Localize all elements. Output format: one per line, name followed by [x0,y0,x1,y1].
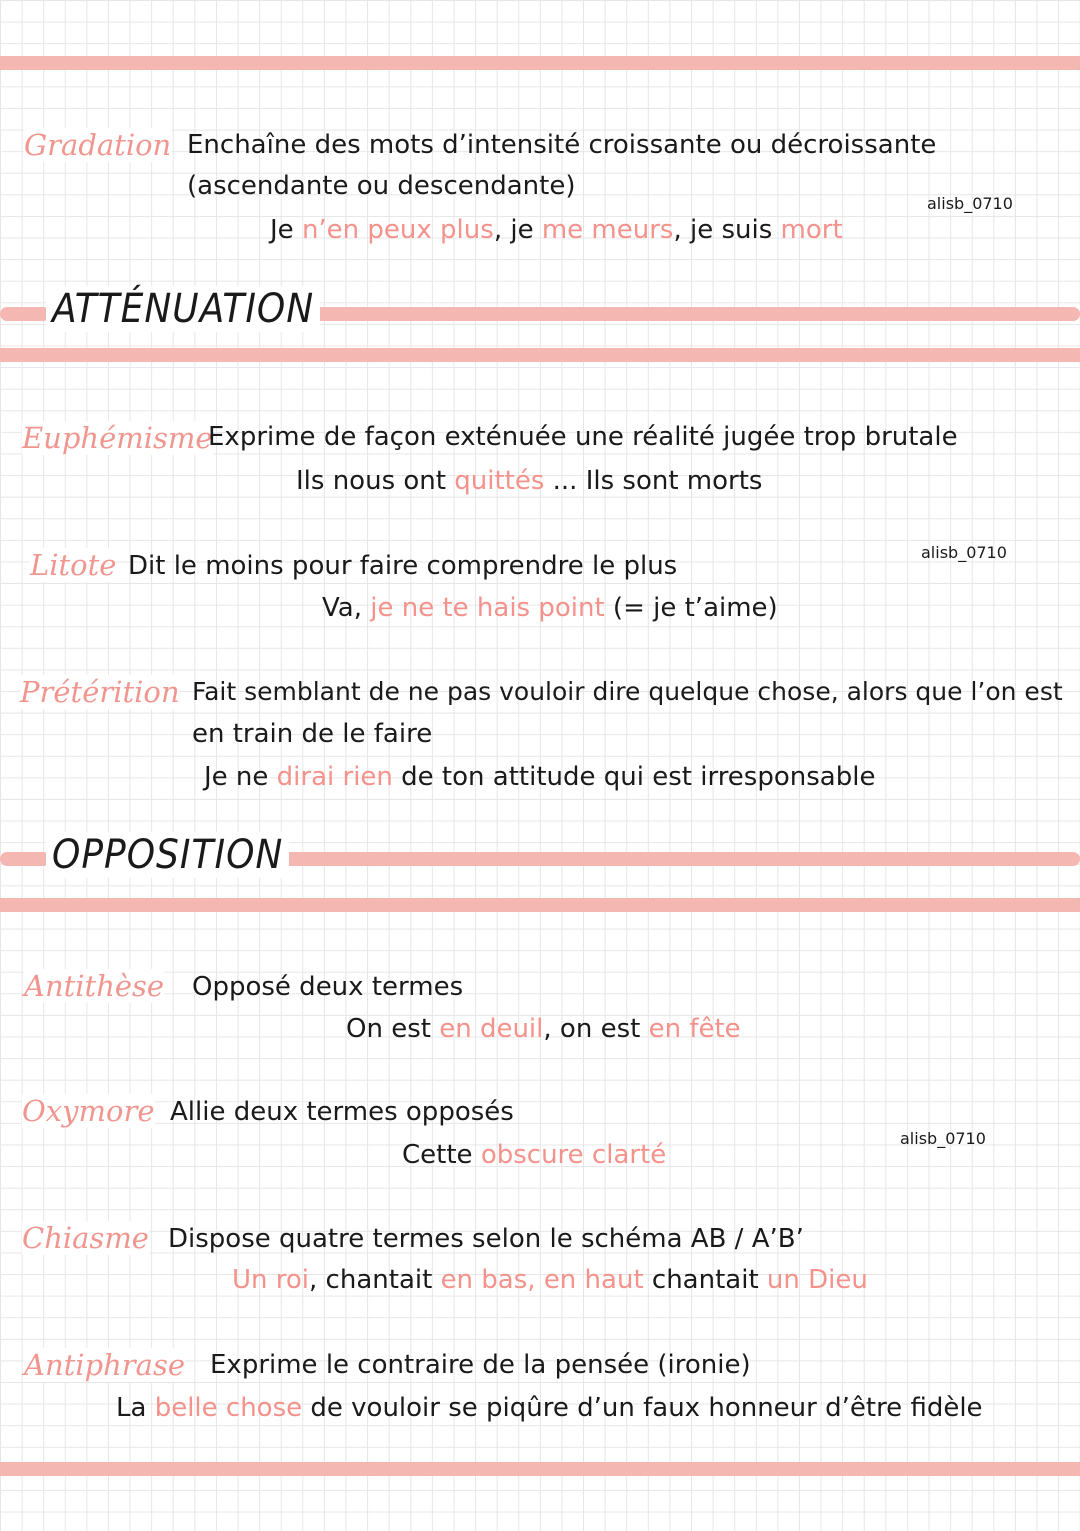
divider-band [0,898,1080,912]
example-chiasme: Un roi, chantait en bas, en haut chantait un Dieu [232,1265,868,1295]
example-preterition: Je ne dirai rien de ton attitude qui est irresponsable [204,762,876,792]
top-band [0,56,1080,70]
term-euphemisme: Euphémisme [22,421,213,455]
term-oxymore: Oxymore [22,1094,155,1128]
watermark: alisb_0710 [900,1129,986,1148]
term-litote: Litote [30,548,117,582]
definition-chiasme: Dispose quatre termes selon le schéma AB / A’B’ [168,1224,804,1254]
section-bar-left [0,307,50,321]
example-oxymore: Cette obscure clarté [402,1140,667,1170]
term-antithese: Antithèse [24,969,165,1003]
definition-gradation-cont: (ascendante ou descendante) [187,171,576,201]
definition-euphemisme: Exprime de façon exténuée une réalité jugée trop brutale [208,422,958,452]
example-gradation: Je n’en peux plus, je me meurs, je suis mort [270,215,843,245]
definition-preterition: Fait semblant de ne pas vouloir dire quelque chose, alors que l’on est [192,677,1063,706]
definition-antithese: Opposé deux termes [192,972,464,1002]
example-litote: Va, je ne te hais point (= je t’aime) [322,593,778,623]
term-antiphrase: Antiphrase [24,1348,185,1382]
definition-antiphrase: Exprime le contraire de la pensée (ironie) [210,1350,751,1380]
example-antiphrase: La belle chose de vouloir se piqûre d’un faux honneur d’être fidèle [116,1393,983,1423]
section-title-opposition: OPPOSITION [46,832,289,878]
section-bar-left [0,852,50,866]
section-title-attenuation: ATTÉNUATION [46,286,320,332]
term-chiasme: Chiasme [22,1221,149,1255]
watermark: alisb_0710 [921,543,1007,562]
definition-gradation: Enchaîne des mots d’intensité croissante ou décroissante [187,130,937,160]
definition-oxymore: Allie deux termes opposés [170,1097,514,1127]
section-bar-right [272,307,1080,321]
term-preterition: Prétérition [20,675,180,709]
definition-preterition-cont: en train de le faire [192,719,433,749]
section-bar-right [258,852,1080,866]
watermark: alisb_0710 [927,194,1013,213]
divider-band [0,348,1080,362]
example-antithese: On est en deuil, on est en fête [346,1014,741,1044]
example-euphemisme: Ils nous ont quittés ... Ils sont morts [296,466,763,496]
definition-litote: Dit le moins pour faire comprendre le plus [128,551,678,581]
term-gradation: Gradation [24,128,172,162]
bottom-band [0,1462,1080,1476]
